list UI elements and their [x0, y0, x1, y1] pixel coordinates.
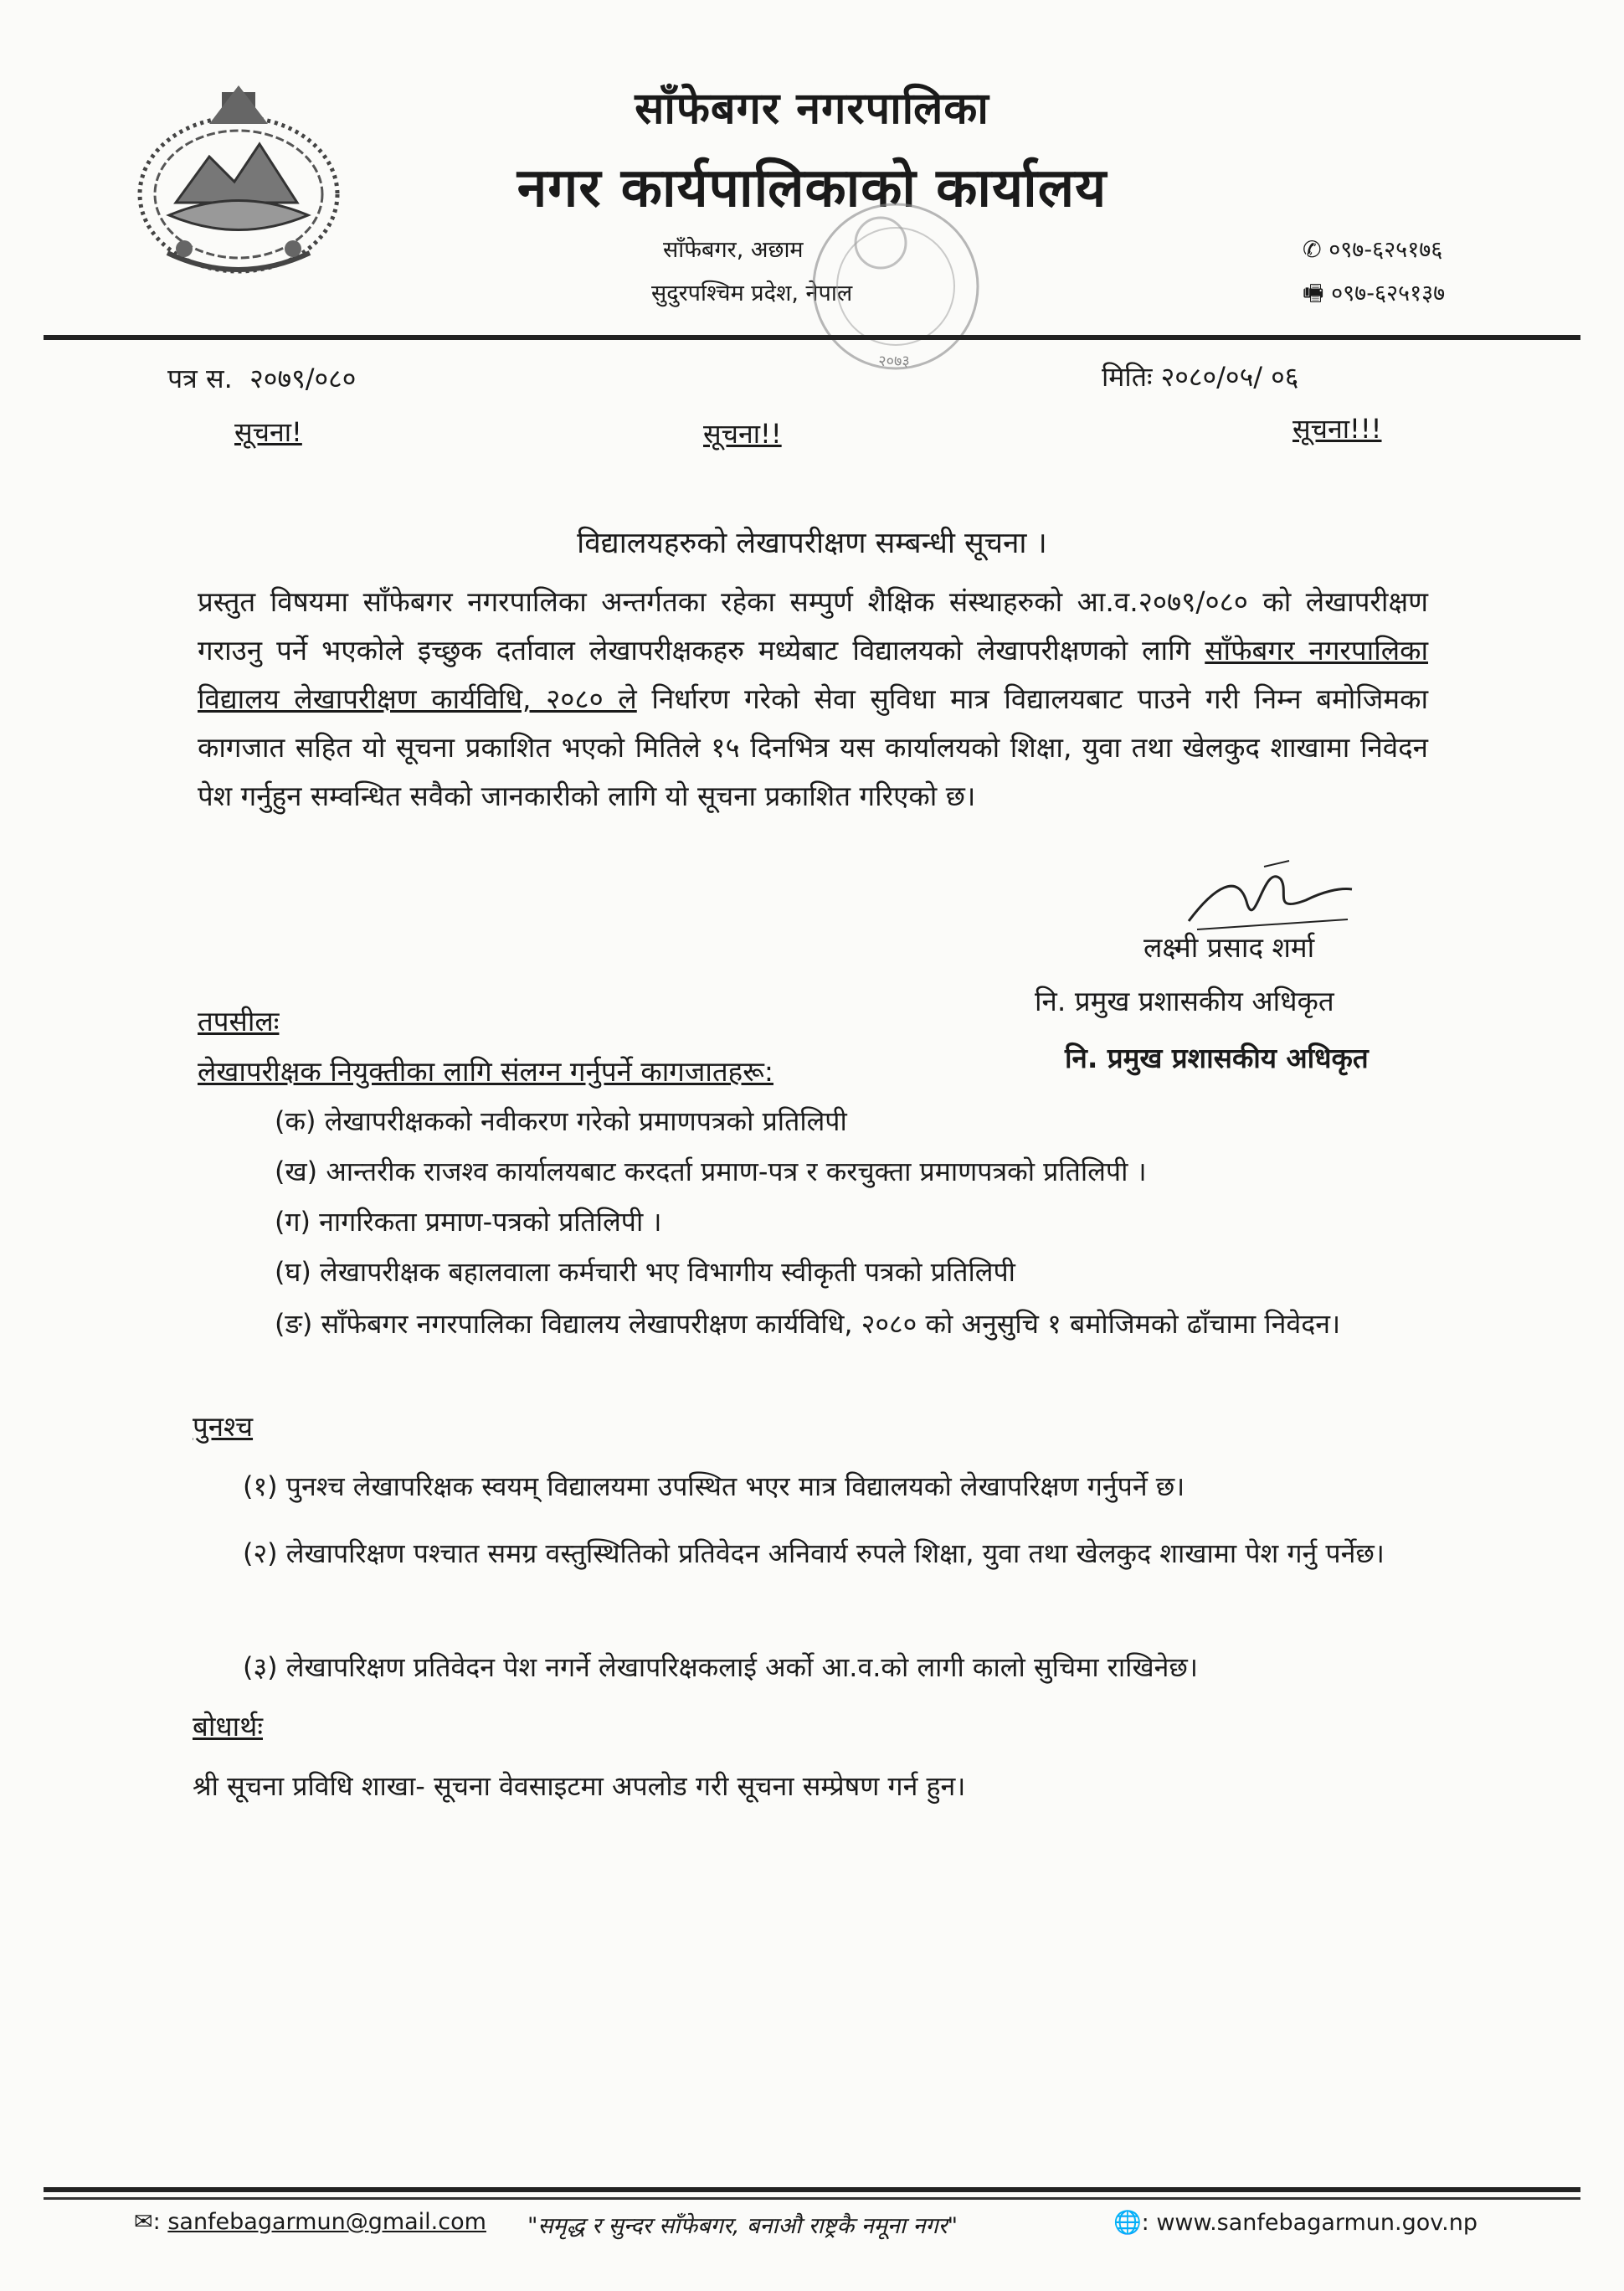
- postscript-heading: पुनश्च: [193, 1410, 254, 1443]
- globe-icon: 🌐:: [1113, 2210, 1149, 2236]
- phone-icon: ✆: [1303, 237, 1322, 263]
- notice-body: [198, 578, 1428, 821]
- mail-icon: ✉:: [134, 2209, 161, 2235]
- cc-text: श्री सूचना प्रविधि शाखा- सूचना वेवसाइटमा अपलोड गरी सूचना सम्प्रेषण गर्न हुन।: [193, 1770, 966, 1802]
- postscript-item: (२) लेखापरिक्षण पश्चात समग्र वस्तुस्थितिको प्रतिवेदन अनिवार्य रुपले शिक्षा, युवा तथा खेलकुद शाखामा पेश गर्नु पर्नेछ।: [243, 1537, 1385, 1569]
- email-link[interactable]: sanfebagarmun@gmail.com: [167, 2209, 486, 2235]
- cc-heading: बोधार्थः: [193, 1710, 263, 1743]
- annex-heading: तपसीलः: [198, 1005, 280, 1037]
- annex-item: (ख) आन्तरीक राजश्व कार्यालयबाट करदर्ता प्रमाण-पत्र र करचुक्ता प्रमाणपत्रको प्रतिलिपी ।: [275, 1156, 1147, 1187]
- body-text-part-2: निर्धारण गरेको सेवा सुविधा मात्र विद्यालयबाट पाउने गरी निम्न बमोजिमका कागजात सहित यो सूचना प्रकाशित भएको मितिले १५ दिनभित्र यस कार्यालयको शिक्षा, युवा तथा खेलकुद शाखामा निवेदन पेश गर्नुहुन सम्वन्धित सवैको जानकारीको लागि यो सूचना प्रकाशित गरिएको छ।: [198, 682, 1428, 812]
- body-text-underlined: साँफेबगर नगरपालिका विद्यालय लेखापरीक्षण कार्यविधि, २०८० ले: [198, 634, 1429, 715]
- notice-label-3: सूचना!!!: [1293, 413, 1382, 445]
- signatory-title: नि. प्रमुख प्रशासकीय अधिकृत: [1035, 985, 1334, 1017]
- website-link[interactable]: www.sanfebagarmun.gov.np: [1156, 2210, 1478, 2236]
- annex-item: (घ) लेखापरीक्षक बहालवाला कर्मचारी भए विभागीय स्वीकृती पत्रको प्रतिलिपी: [275, 1256, 1015, 1288]
- notice-label-1: सूचना!: [234, 416, 302, 448]
- fax-icon: 🖷: [1303, 281, 1324, 306]
- notice-label-2: सूचना!!: [703, 418, 782, 450]
- address-line-2: सुदुरपश्चिम प्रदेश, नेपाल: [651, 281, 853, 306]
- fax-number: 🖷 ०९७-६२५१३७: [1303, 281, 1446, 306]
- org-name: साँफेबगर नगरपालिका: [635, 84, 989, 134]
- body-text-part-1: प्रस्तुत विषयमा साँफेबगर नगरपालिका अन्तर्गतका रहेका सम्पुर्ण शैक्षिक संस्थाहरुको आ.व.२०७९/०८० को लेखापरीक्षण गराउनु पर्ने भएकोले इच्छुक दर्तावाल लेखापरीक्षकहरु मध्येबाट विद्यालयको लेखापरीक्षणको लागि: [198, 585, 1428, 667]
- postscript-item: (१) पुनश्च लेखापरिक्षक स्वयम् विद्यालयमा उपस्थित भएर मात्र विद्यालयको लेखापरिक्षण गर्नुपर्ने छ।: [243, 1470, 1185, 1502]
- official-title-stamp: नि. प्रमुख प्रशासकीय अधिकृत: [1065, 1042, 1369, 1074]
- signatory-name: लक्ष्मी प्रसाद शर्मा: [1143, 931, 1315, 964]
- footer-divider: [44, 2187, 1580, 2192]
- footer-website[interactable]: [1113, 2209, 1478, 2236]
- address-line-1: साँफेबगर, अछाम: [663, 237, 804, 263]
- office-name: नगर कार्यपालिकाको कार्यालय: [516, 157, 1108, 219]
- letter-number: पत्र स. २०७९/०८०: [167, 363, 357, 394]
- footer-divider-thin: [44, 2197, 1580, 2200]
- annex-item: (क) लेखापरीक्षकको नवीकरण गरेको प्रमाणपत्रको प्रतिलिपी: [275, 1105, 847, 1137]
- postscript-item: (३) लेखापरिक्षण प्रतिवेदन पेश नगर्ने लेखापरिक्षकलाई अर्को आ.व.को लागी कालो सुचिमा राखिनेछ।: [243, 1651, 1198, 1683]
- phone-number: ✆ ०९७-६२५१७६: [1303, 237, 1443, 263]
- svg-text:२०७३: २०७३: [878, 353, 910, 370]
- letter-date: मितिः २०८०/०५/ ०६: [1102, 361, 1299, 393]
- notice-subject: विद्यालयहरुको लेखापरीक्षण सम्बन्धी सूचना ।: [577, 527, 1047, 560]
- footer-slogan: "समृद्ध र सुन्दर साँफेबगर, बनाऔ राष्ट्रकै नमूना नगर": [527, 2213, 958, 2239]
- annex-subheading: लेखापरीक्षक नियुक्तीका लागि संलग्न गर्नुपर्ने कागजातहरू:: [198, 1055, 773, 1088]
- footer-email[interactable]: [134, 2209, 486, 2235]
- office-seal-stamp: [787, 194, 1005, 387]
- header-divider: [44, 335, 1580, 340]
- annex-item: (ग) नागरिकता प्रमाण-पत्रको प्रतिलिपी ।: [275, 1206, 662, 1238]
- handwritten-signature: [1164, 854, 1356, 938]
- annex-item: (ङ) साँफेबगर नगरपालिका विद्यालय लेखापरीक्षण कार्यविधि, २०८० को अनुसुचि १ बमोजिमको ढाँचामा निवेदन।: [275, 1308, 1341, 1340]
